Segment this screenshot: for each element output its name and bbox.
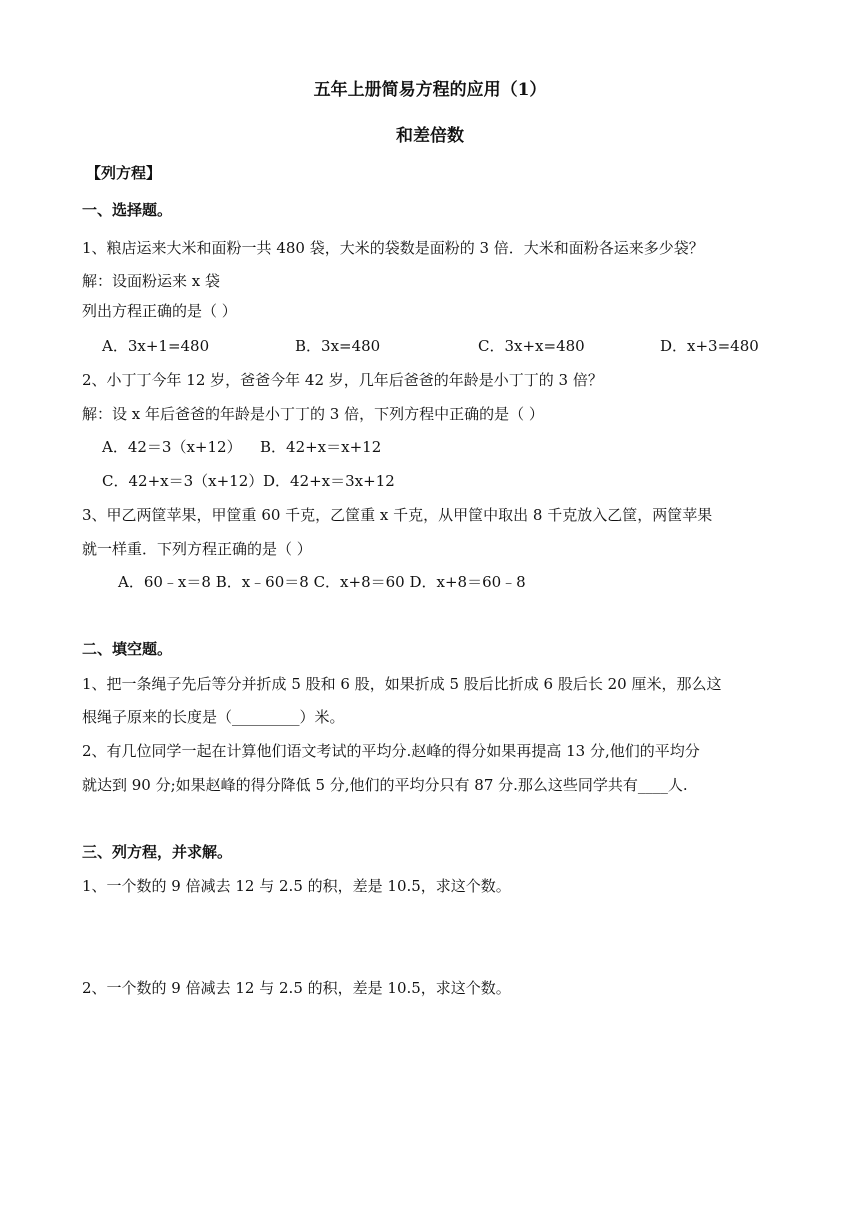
s1-q1-setup: 解：设面粉运来 x 袋: [82, 272, 220, 290]
s2-q2-line2: 就达到 90 分;如果赵峰的得分降低 5 分,他们的平均分只有 87 分.那么这些同学共有____人.: [82, 776, 688, 794]
s1-q2-text: 2、小丁丁今年 12 岁，爸爸今年 42 岁，几年后爸爸的年龄是小丁丁的 3 倍？: [82, 371, 603, 389]
s1-q1-option-c: C．3x+x=480: [478, 337, 585, 355]
section3-heading: 三、列方程，并求解。: [82, 843, 233, 861]
s1-q2-option-d: D．42+x＝3x+12: [263, 472, 395, 490]
s3-q1-text: 1、一个数的 9 倍减去 12 与 2.5 的积，差是 10.5，求这个数。: [82, 877, 511, 895]
s3-q2-text: 2、一个数的 9 倍减去 12 与 2.5 的积，差是 10.5，求这个数。: [82, 979, 511, 997]
s1-q1-option-d: D．x+3=480: [660, 337, 759, 355]
s2-q1-text: 1、把一条绳子先后等分并折成 5 股和 6 股，如果折成 5 股后比折成 6 股后长 20 厘米，那么这: [82, 675, 722, 693]
page-title: 五年上册简易方程的应用（1）: [313, 80, 547, 100]
s1-q1-option-a: A．3x+1=480: [102, 337, 210, 355]
s1-q3-text: 3、甲乙两筐苹果，甲筐重 60 千克，乙筐重 x 千克，从甲筐中取出 8 千克放入乙筐，两筐苹果: [82, 506, 713, 524]
s1-q1-text: 1、粮店运来大米和面粉一共 480 袋，大米的袋数是面粉的 3 倍．大米和面粉各运来多少袋？: [82, 239, 704, 257]
s1-q2-option-a: A．42＝3（x+12）: [102, 438, 242, 456]
page-subtitle: 和差倍数: [396, 126, 464, 146]
s2-q1-line2: 根绳子原来的长度是（_________）米。: [82, 708, 345, 726]
s1-q1-option-b: B．3x=480: [295, 337, 381, 355]
section-tag: 【列方程】: [86, 164, 162, 182]
section2-heading: 二、填空题。: [82, 640, 173, 658]
section1-heading: 一、选择题。: [82, 201, 173, 219]
s1-q2-option-c: C．42+x＝3（x+12）: [102, 472, 264, 490]
s1-q1-prompt: 列出方程正确的是（ ）: [82, 302, 237, 320]
s2-q2-text: 2、有几位同学一起在计算他们语文考试的平均分.赵峰的得分如果再提高 13 分,他们的平均分: [82, 742, 700, 760]
s1-q2-option-b: B．42+x＝x+12: [260, 438, 382, 456]
s1-q3-line2: 就一样重．下列方程正确的是（ ）: [82, 540, 312, 558]
s1-q2-setup: 解：设 x 年后爸爸的年龄是小丁丁的 3 倍，下列方程中正确的是（ ）: [82, 405, 544, 423]
s1-q3-options: A．60﹣x＝8 B．x﹣60＝8 C．x+8＝60 D．x+8＝60﹣8: [118, 573, 526, 591]
